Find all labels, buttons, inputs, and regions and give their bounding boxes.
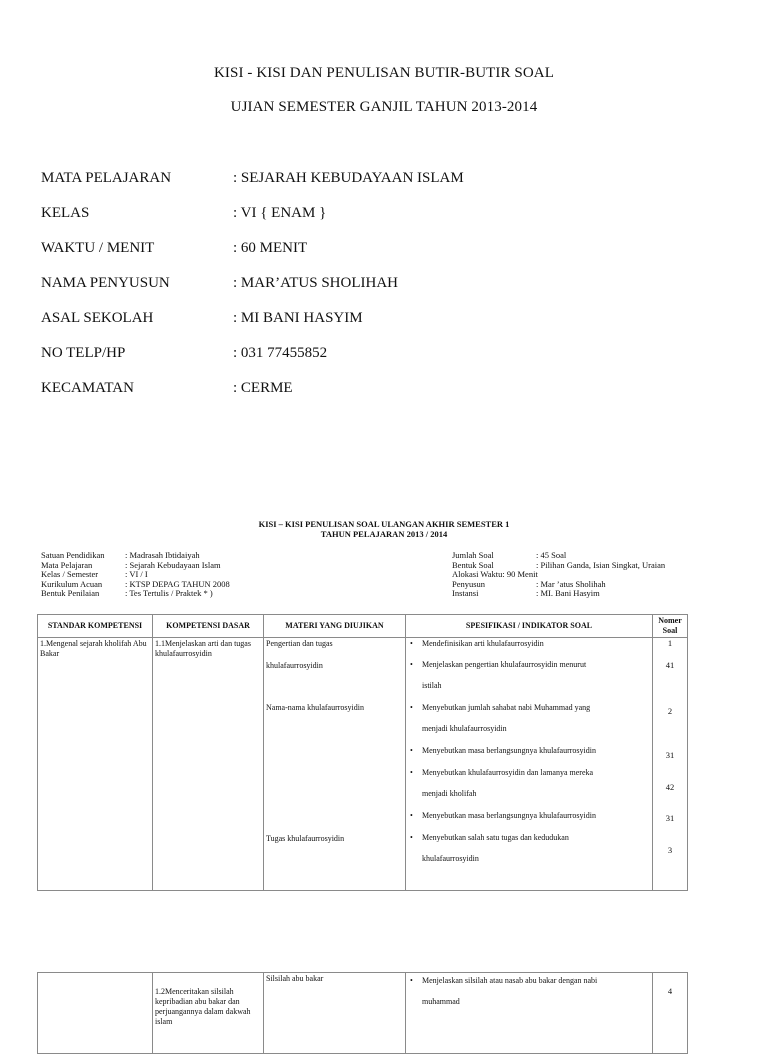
nomer-soal: 31 xyxy=(665,813,675,823)
header-indikator: SPESIFIKASI / INDIKATOR SOAL xyxy=(406,615,653,638)
meta-value: : Tes Tertulis / Praktek * ) xyxy=(125,588,213,599)
meta-key: Mata Pelajaran xyxy=(41,559,93,570)
cell-standar xyxy=(38,973,153,1054)
nomer-soal: 41 xyxy=(665,660,675,670)
info-value-waktu: : 60 MENIT xyxy=(233,240,308,256)
meta-value: : Sejarah Kebudayaan Islam xyxy=(125,559,221,570)
meta-right xyxy=(452,551,665,599)
indikator-item: • Menyebutkan khulafaurrosyidin dan lamanya mereka xyxy=(422,767,593,778)
meta-key: Kurikulum Acuan xyxy=(41,578,103,589)
meta-key: Bentuk Soal xyxy=(452,559,494,570)
indikator-item-cont: muhammad xyxy=(422,997,460,1006)
meta-key: Alokasi Waktu xyxy=(452,569,503,580)
materi-item: Pengertian dan tugas xyxy=(266,639,333,648)
info-label-nama-penyusun: NAMA PENYUSUN xyxy=(41,275,170,291)
meta-value: : 90 Menit xyxy=(502,569,538,580)
info-value-kelas: : VI { ENAM } xyxy=(233,205,327,221)
cell-indikator xyxy=(406,973,653,1054)
materi-item: Tugas khulafaurrosyidin xyxy=(266,834,345,843)
document-subtitle: UJIAN SEMESTER GANJIL TAHUN 2013-2014 xyxy=(230,99,538,115)
indikator-item: • Mendefinisikan arti khulafaurrosyidin xyxy=(422,638,544,649)
document-title: KISI - KISI DAN PENULISAN BUTIR-BUTIR SOAL xyxy=(213,65,555,81)
cell-standar: 1.Mengenal sejarah kholifah Abu Bakar xyxy=(38,638,153,891)
materi-item-cont: khulafaurrosyidin xyxy=(266,661,323,670)
kisi-table xyxy=(37,614,688,891)
kisi-table-continued xyxy=(37,972,688,1054)
info-value-mata-pelajaran: : SEJARAH KEBUDAYAAN ISLAM xyxy=(233,170,464,186)
indikator-item: • Menyebutkan jumlah sahabat nabi Muhammad yang xyxy=(422,702,590,713)
indikator-item: • Menjelaskan silsilah atau nasab abu bakar dengan nabi xyxy=(422,975,597,986)
meta-key: Bentuk Penilaian xyxy=(41,588,100,599)
info-label-no-telp: NO TELP/HP xyxy=(41,345,126,361)
meta-value: : Mar ’atus Sholihah xyxy=(536,578,606,589)
indikator-item-cont: menjadi khulafaurrosyidin xyxy=(422,724,507,733)
meta-value: : VI / I xyxy=(125,569,148,580)
indikator-item-cont: menjadi kholifah xyxy=(422,789,477,798)
section-title: KISI – KISI PENULISAN SOAL ULANGAN AKHIR SEMESTER 1 xyxy=(258,519,510,529)
info-value-no-telp: : 031 77455852 xyxy=(233,345,328,361)
info-value-asal-sekolah: : MI BANI HASYIM xyxy=(233,310,363,326)
nomer-soal: 2 xyxy=(667,706,673,716)
meta-key: Kelas / Semester xyxy=(41,569,99,580)
indikator-item: • Menyebutkan masa berlangsungnya khulafaurrosyidin xyxy=(422,745,596,756)
info-label-kelas: KELAS xyxy=(41,205,90,221)
indikator-item: • Menjelaskan pengertian khulafaurrosyidin menurut xyxy=(422,659,586,670)
header-kompetensi-dasar: KOMPETENSI DASAR xyxy=(153,615,264,638)
nomer-soal: 1 xyxy=(667,638,673,648)
nomer-soal: 42 xyxy=(665,782,675,792)
cell-nomer xyxy=(653,973,688,1054)
meta-left xyxy=(41,551,230,599)
indikator-item-cont: khulafaurrosyidin xyxy=(422,854,479,863)
table-header-row xyxy=(38,615,688,638)
cell-materi: Silsilah abu bakar xyxy=(264,973,406,1054)
nomer-soal: 31 xyxy=(665,750,675,760)
info-value-nama-penyusun: : MAR’ATUS SHOLIHAH xyxy=(233,275,399,291)
meta-key: Instansi xyxy=(452,588,479,599)
table-row xyxy=(38,973,688,1054)
section-subtitle: TAHUN PELAJARAN 2013 / 2014 xyxy=(320,529,448,539)
meta-key: Satuan Pendidikan xyxy=(41,550,105,560)
cell-materi xyxy=(264,638,406,891)
table-row xyxy=(38,638,688,891)
cell-indikator xyxy=(406,638,653,891)
info-label-asal-sekolah: ASAL SEKOLAH xyxy=(41,310,154,326)
nomer-soal: 3 xyxy=(667,845,673,855)
nomer-soal: 4 xyxy=(667,986,673,996)
meta-value: : Pilihan Ganda, Isian Singkat, Uraian xyxy=(536,559,666,570)
meta-value: : MI. Bani Hasyim xyxy=(536,588,600,599)
indikator-item-cont: istilah xyxy=(422,681,442,690)
meta-key: Penyusun xyxy=(452,578,486,589)
header-standar-kompetensi: STANDAR KOMPETENSI xyxy=(38,615,153,638)
header-materi: MATERI YANG DIUJIKAN xyxy=(264,615,406,638)
meta-key: Jumlah Soal xyxy=(452,550,494,560)
indikator-item: • Menyebutkan masa berlangsungnya khulafaurrosyidin xyxy=(422,810,596,821)
materi-item: Nama-nama khulafaurrosyidin xyxy=(266,703,364,712)
info-label-kecamatan: KECAMATAN xyxy=(41,380,134,396)
info-label-mata-pelajaran: MATA PELAJARAN xyxy=(41,170,172,186)
meta-value: : 45 Soal xyxy=(536,550,567,560)
info-value-kecamatan: : CERME xyxy=(233,380,293,396)
indikator-item: • Menyebutkan salah satu tugas dan kedudukan xyxy=(422,832,569,843)
cell-kompetensi: 1.1Menjelaskan arti dan tugas khulafaurrosyidin xyxy=(153,638,264,891)
info-label-waktu: WAKTU / MENIT xyxy=(41,240,155,256)
cell-nomer xyxy=(653,638,688,891)
cell-kompetensi: 1.2Menceritakan silsilah kepribadian abu bakar dan perjuangannya dalam dakwah islam xyxy=(153,973,264,1054)
header-nomer-soal: Nomer Soal xyxy=(653,615,688,638)
meta-value: : Madrasah Ibtidaiyah xyxy=(125,550,200,560)
meta-value: : KTSP DEPAG TAHUN 2008 xyxy=(125,578,230,589)
